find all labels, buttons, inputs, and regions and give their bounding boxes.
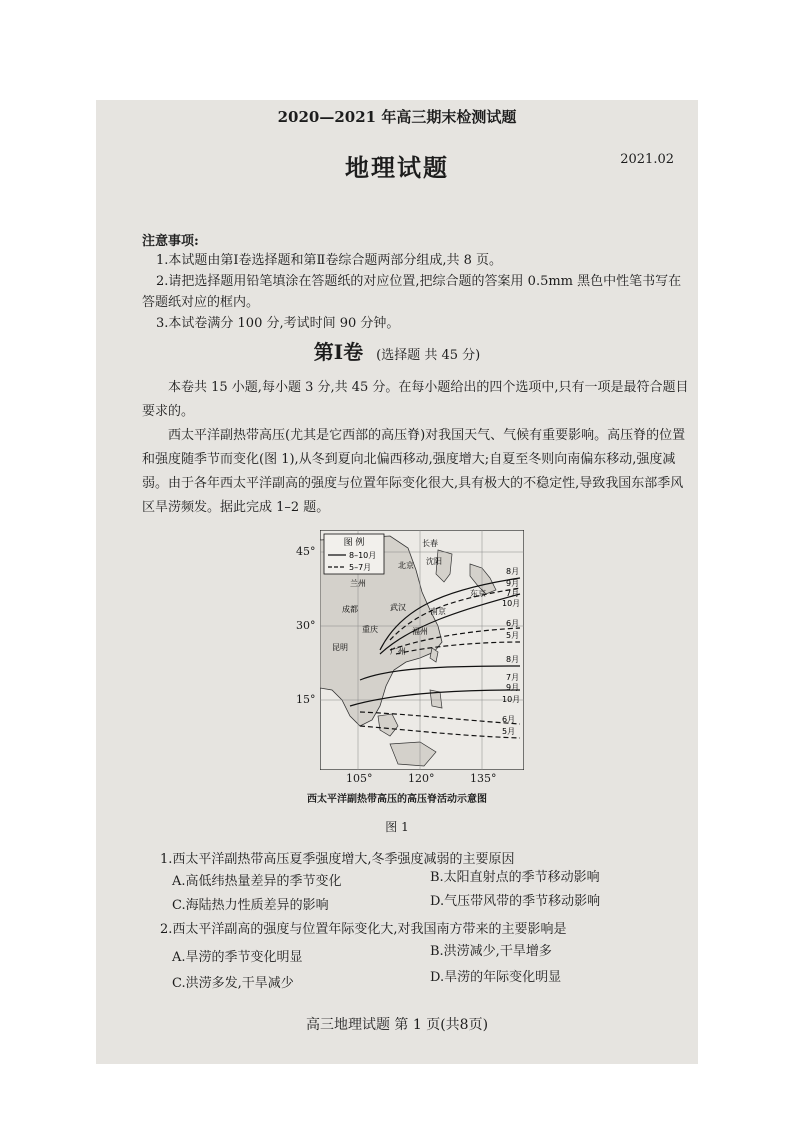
lon-label: 135° [470, 772, 497, 785]
city-label: 重庆 [362, 625, 378, 634]
note-item: 3.本试卷满分 100 分,考试时间 90 分钟。 [156, 316, 400, 331]
notes-heading: 注意事项: [142, 234, 199, 249]
city-label: 兰州 [350, 579, 366, 588]
intro-text [142, 376, 694, 520]
city-label: 南京 [430, 607, 446, 616]
question-option: A.旱涝的季节变化明显 [172, 950, 303, 965]
passage-paragraph: 西太平洋副热带高压(尤其是它西部的高压脊)对我国天气、气候有重要影响。高压脊的位置和强度随季节而变化(图 1),从冬到夏向北偏西移动,强度增大;自夏至冬则向南偏东移动,强度减弱。由于各年西太平洋副高的强度与位置年际变化很大,具有极大的不稳定性,导致我国东部季风区旱涝频发。据此完成 1–2 题。 [142, 428, 686, 515]
question-stem: 1.西太平洋副热带高压夏季强度增大,冬季强度减弱的主要原因 [160, 852, 515, 867]
month-label: 8月 [506, 655, 520, 664]
month-label: 10月 [502, 695, 521, 704]
month-label: 6月 [506, 619, 520, 628]
legend-item: 8–10月 [349, 551, 377, 560]
city-label: 东京 [470, 589, 486, 598]
instruction-paragraph: 本卷共 15 小题,每小题 3 分,共 45 分。在每小题给出的四个选项中,只有一项是最符合题目要求的。 [142, 380, 689, 419]
lat-label: 30° [296, 619, 316, 632]
city-label: 福州 [412, 627, 428, 636]
section-heading [96, 336, 698, 365]
exam-date: 2021.02 [620, 152, 674, 167]
section-title: 第Ⅰ卷 [313, 340, 364, 364]
city-label: 广州 [390, 647, 406, 656]
question-option: B.太阳直射点的季节移动影响 [430, 870, 600, 885]
month-label: 7月 [506, 673, 520, 682]
legend-item: 5–7月 [349, 563, 372, 572]
notes-list [142, 250, 692, 334]
month-label: 8月 [506, 567, 520, 576]
month-label: 9月 [506, 683, 520, 692]
city-label: 成都 [342, 605, 358, 614]
city-label: 北京 [398, 561, 414, 570]
month-label: 10月 [502, 599, 521, 608]
city-label: 长春 [422, 539, 438, 548]
month-label: 5月 [506, 631, 520, 640]
month-label: 5月 [502, 727, 516, 736]
question-option: D.气压带风带的季节移动影响 [430, 894, 601, 909]
lon-label: 120° [408, 772, 435, 785]
city-label: 昆明 [332, 643, 348, 652]
subject-title: 地理试题 [345, 153, 449, 182]
question-option: C.洪涝多发,干旱减少 [172, 976, 294, 991]
section-subtitle: (选择题 共 45 分) [376, 348, 481, 363]
lat-label: 45° [296, 545, 316, 558]
city-label: 沈阳 [426, 557, 442, 566]
exam-header-title: 2020—2021 年高三期末检测试题 [277, 108, 517, 126]
question-option: D.旱涝的年际变化明显 [430, 970, 562, 985]
page-footer: 高三地理试题 第 1 页(共8页) [305, 1017, 489, 1033]
subtropical-high-map [320, 530, 524, 770]
month-label: 7月 [506, 589, 520, 598]
exam-page [96, 100, 698, 1064]
lat-label: 15° [296, 693, 316, 706]
question-option: A.高低纬热量差异的季节变化 [172, 874, 342, 889]
note-item: 1.本试题由第Ⅰ卷选择题和第Ⅱ卷综合题两部分组成,共 8 页。 [156, 253, 503, 268]
question-stem: 2.西太平洋副高的强度与位置年际变化大,对我国南方带来的主要影响是 [160, 922, 567, 937]
figure-label: 图 1 [385, 820, 409, 834]
month-label: 6月 [502, 715, 516, 724]
legend-title: 图 例 [343, 538, 365, 548]
question-option: B.洪涝减少,干旱增多 [430, 944, 552, 959]
month-label: 9月 [506, 579, 520, 588]
note-item: 2.请把选择题用铅笔填涂在答题纸的对应位置,把综合题的答案用 0.5mm 黑色中性笔书写在答题纸对应的框内。 [142, 274, 682, 310]
map-caption: 西太平洋副热带高压的高压脊活动示意图 [307, 794, 487, 805]
question-option: C.海陆热力性质差异的影响 [172, 898, 329, 913]
lon-label: 105° [346, 772, 373, 785]
city-label: 武汉 [390, 603, 406, 612]
